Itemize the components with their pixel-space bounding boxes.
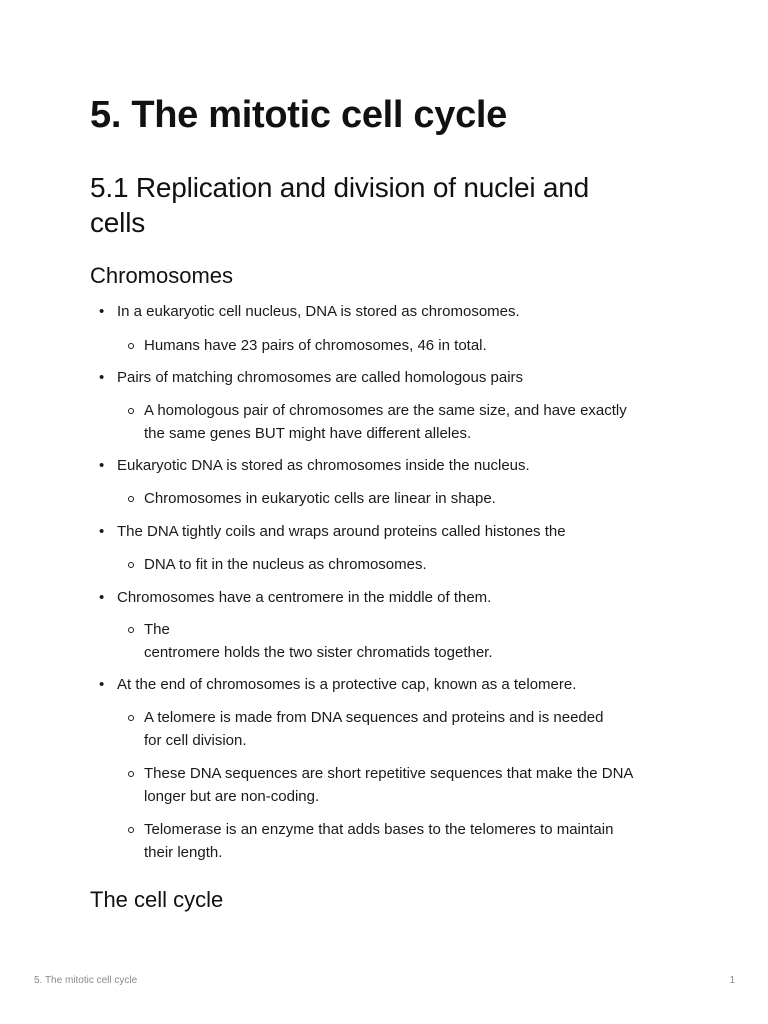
list-item-line: • Eukaryotic DNA is stored as chromosomes inside the nucleus. <box>117 457 530 474</box>
list-item-line: • Pairs of matching chromosomes are called homologous pairs <box>117 369 524 386</box>
list-item-line: • Chromosomes have a centromere in the middle of them. <box>117 589 492 606</box>
section-heading: 5.1 Replication and division of nuclei and cells <box>90 172 590 238</box>
list-item-line: longer but are non-coding. <box>144 788 320 805</box>
list-subitem <box>144 487 496 510</box>
list-item-line: Telomerase is an enzyme that adds bases to the telomeres to maintain <box>144 821 614 838</box>
list-item-line: • The DNA tightly coils and wraps around proteins called histones the <box>117 523 566 540</box>
list-item-line: Chromosomes in eukaryotic cells are linear in shape. <box>144 490 496 507</box>
list-item-line: These DNA sequences are short repetitive sequences that make the DNA <box>144 765 634 782</box>
list-item <box>117 586 491 609</box>
list-item-line: Humans have 23 pairs of chromosomes, 46 in total. <box>144 337 487 354</box>
footer-page-number: 1 <box>729 975 735 986</box>
list-item-line: A telomere is made from DNA sequences and proteins and is needed <box>144 709 604 726</box>
list-subitem <box>144 618 493 664</box>
list-item <box>117 300 520 323</box>
list-subitem <box>144 706 603 752</box>
list-item <box>117 366 523 389</box>
list-item-line: A homologous pair of chromosomes are the same size, and have exactly <box>144 402 627 419</box>
list-subitem <box>144 818 613 864</box>
list-item-line: • At the end of chromosomes is a protective cap, known as a telomere. <box>117 676 577 693</box>
list-item-line: their length. <box>144 844 223 861</box>
page-title: 5. The mitotic cell cycle <box>90 94 508 136</box>
list-item-line: DNA to fit in the nucleus as chromosomes. <box>144 556 427 573</box>
list-item <box>117 454 530 477</box>
list-item-line: The <box>144 621 170 638</box>
list-subitem <box>144 399 627 445</box>
list-subitem <box>144 762 633 808</box>
list-item <box>117 673 576 696</box>
subsection-heading-cell-cycle: The cell cycle <box>90 887 224 912</box>
subsection-heading-chromosomes: Chromosomes <box>90 263 234 288</box>
list-subitem <box>144 553 427 576</box>
list-item-line: • In a eukaryotic cell nucleus, DNA is stored as chromosomes. <box>117 303 520 320</box>
list-item-line: centromere holds the two sister chromatids together. <box>144 644 493 661</box>
footer-title: 5. The mitotic cell cycle <box>34 975 138 986</box>
list-subitem <box>144 334 487 357</box>
list-item <box>117 520 566 543</box>
list-item-line: the same genes BUT might have different alleles. <box>144 425 472 442</box>
list-item-line: for cell division. <box>144 732 247 749</box>
